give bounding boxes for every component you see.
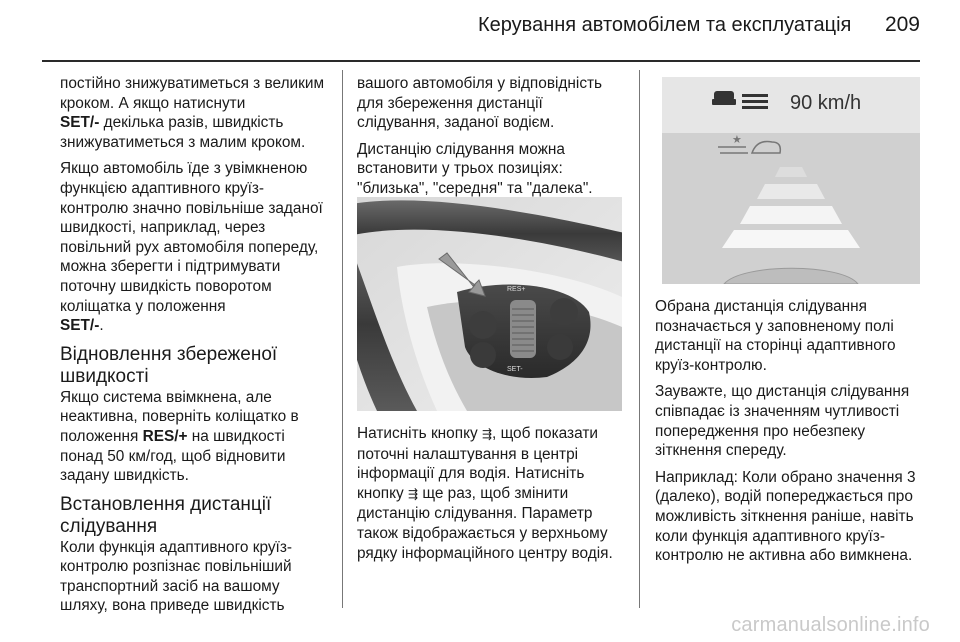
paragraph: Зауважте, що дистанція слідування співпадає із значенням чутливості попередження про небезпеку зіткнення спереду.	[655, 383, 910, 460]
steering-wheel-figure	[357, 197, 622, 411]
follow-distance-icon: ⇶	[481, 427, 493, 441]
text: Натисніть кнопку	[357, 425, 478, 442]
res-label: RES+	[507, 286, 526, 293]
paragraph: Обрана дистанція слідування позначається у заповненому полі дистанції на сторінці адаптивного круїз-контролю.	[655, 298, 896, 374]
distance-bars-icon	[742, 94, 768, 109]
text: , щоб показати поточні налаштування в центрі інформації для водія. Натисніть кнопку	[357, 425, 598, 502]
bold-text: SET/-	[60, 114, 100, 132]
cluster-display-figure	[662, 77, 920, 284]
column-2	[357, 74, 627, 206]
set-speed-readout: 90 km/h	[790, 92, 862, 114]
section-heading: Встановлення дистанції слідування	[60, 493, 272, 537]
column-1	[60, 74, 328, 623]
watermark: carmanualsonline.info	[731, 614, 930, 636]
vehicle-ahead-icon	[712, 91, 736, 105]
header-divider	[42, 60, 920, 62]
paragraph: Дистанцію слідування можна встановити у трьох позиціях: "близька", "середня" та "далека".	[357, 140, 593, 197]
text: .	[99, 317, 104, 335]
paragraph: Наприклад: Коли обрано значення 3 (далеко), водій попереджається про можливість зіткнення раніше, навіть коли функція адаптивного круїз-контролю не активна або вимкнена.	[655, 468, 916, 565]
svg-text:★: ★	[732, 133, 742, 146]
bold-text: RES/+	[142, 427, 188, 445]
paragraph	[60, 388, 328, 486]
page-title: Керування автомобілем та експлуатація	[478, 14, 852, 36]
text: на швидкості понад 50 км/год, щоб відновити задану швидкість.	[60, 427, 286, 485]
text: Якщо автомобіль їде з увімкненою функцією адаптивного круїз-контролю значно повільніше заданої швидкості, наприклад, через повільний рух автомобіля попереду, можна зберегти і підтримувати поточну швидкість поворотом коліщатка у положення	[60, 160, 323, 315]
follow-distance-icon: ⇶	[408, 486, 419, 501]
text: Якщо система ввімкнена, але неактивна, поверніть коліщатко в положення	[60, 388, 299, 445]
column-divider-2	[639, 70, 640, 608]
paragraph	[60, 159, 328, 335]
wheel-caption-text	[357, 424, 629, 570]
bold-text: SET/-	[60, 317, 100, 335]
paragraph: вашого автомобіля у відповідність для збереження дистанції слідування, заданої водієм.	[357, 75, 603, 132]
column-divider-1	[342, 70, 343, 608]
text: ще раз, щоб змінити дистанцію слідування. Параметр також відображається у верхньому рядку інформаційного центру водія.	[357, 484, 613, 562]
page-number: 209	[884, 13, 920, 36]
paragraph	[60, 74, 328, 152]
adaptive-cruise-display-illustration	[662, 77, 920, 284]
text: постійно знижуватиметься з великим кроком. А якщо натиснути	[60, 75, 325, 112]
paragraph	[357, 424, 629, 563]
display-caption-text	[655, 297, 927, 573]
text: декілька разів, швидкість знижуватиметься з малим кроком.	[60, 114, 306, 151]
section-heading: Відновлення збереженої швидкості	[60, 343, 278, 387]
paragraph: Коли функція адаптивного круїз-контролю розпізнає повільніший транспортний засіб на вашому шляху, вона приведе швидкість	[60, 538, 293, 615]
steering-wheel-illustration	[357, 197, 622, 411]
set-label: SET-	[507, 366, 523, 373]
